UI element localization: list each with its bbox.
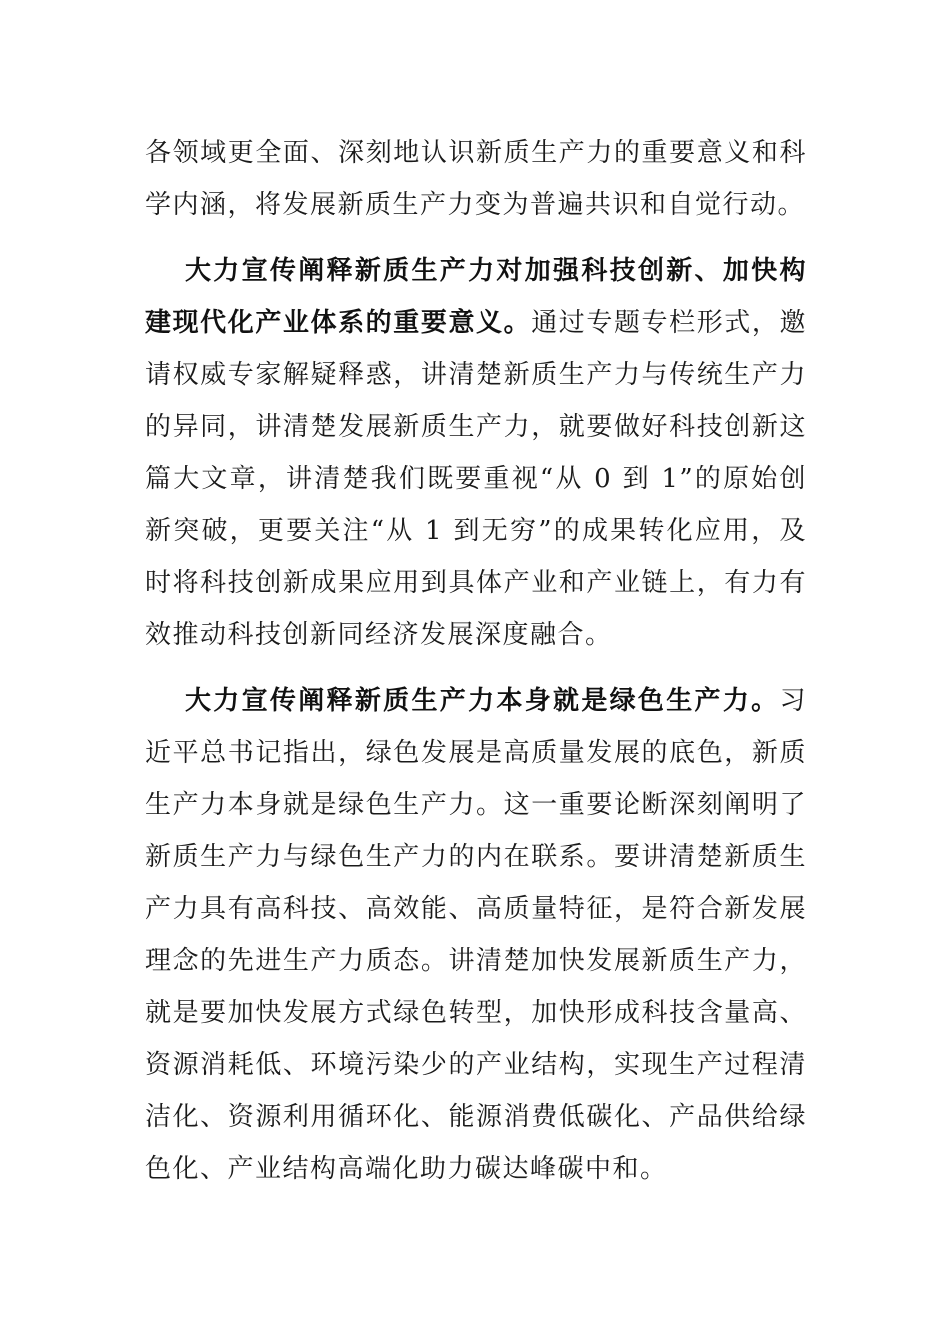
paragraph-2-body: 通过专题专栏形式，邀请权威专家解疑释惑，讲清楚新质生产力与传统生产力的异同，讲清楚发展新质生产力，就要做好科技创新这篇大文章，讲清楚我们既要重视“从 0 到 1”的原始创新突破，更要关注“从 1 到无穷”的成果转化应用，及时将科技创新成果应用到具体产业和产业链上，有力有效推动科技创新同经济发展深度融合。 bbox=[145, 308, 807, 650]
paragraph-3-lead: 大力宣传阐释新质生产力本身就是绿色生产力。 bbox=[185, 686, 780, 716]
paragraph-2 bbox=[145, 245, 807, 661]
paragraph-3-body: 习近平总书记指出，绿色发展是高质量发展的底色，新质生产力本身就是绿色生产力。这一重要论断深刻阐明了新质生产力与绿色生产力的内在联系。要讲清楚新质生产力具有高科技、高效能、高质量特征，是符合新发展理念的先进生产力质态。讲清楚加快发展新质生产力，就是要加快发展方式绿色转型，加快形成科技含量高、资源消耗低、环境污染少的产业结构，实现生产过程清洁化、资源利用循环化、能源消费低碳化、产品供给绿色化、产业结构高端化助力碳达峰碳中和。 bbox=[145, 686, 807, 1184]
document-body bbox=[145, 127, 807, 1209]
paragraph-3 bbox=[145, 675, 807, 1195]
paragraph-2-lead: 大力宣传阐释新质生产力对加强科技创新、加快构建现代化产业体系的重要意义。 bbox=[145, 256, 807, 338]
paragraph-1 bbox=[145, 127, 807, 231]
paragraph-1-body: 各领域更全面、深刻地认识新质生产力的重要意义和科学内涵，将发展新质生产力变为普遍共识和自觉行动。 bbox=[145, 138, 807, 220]
